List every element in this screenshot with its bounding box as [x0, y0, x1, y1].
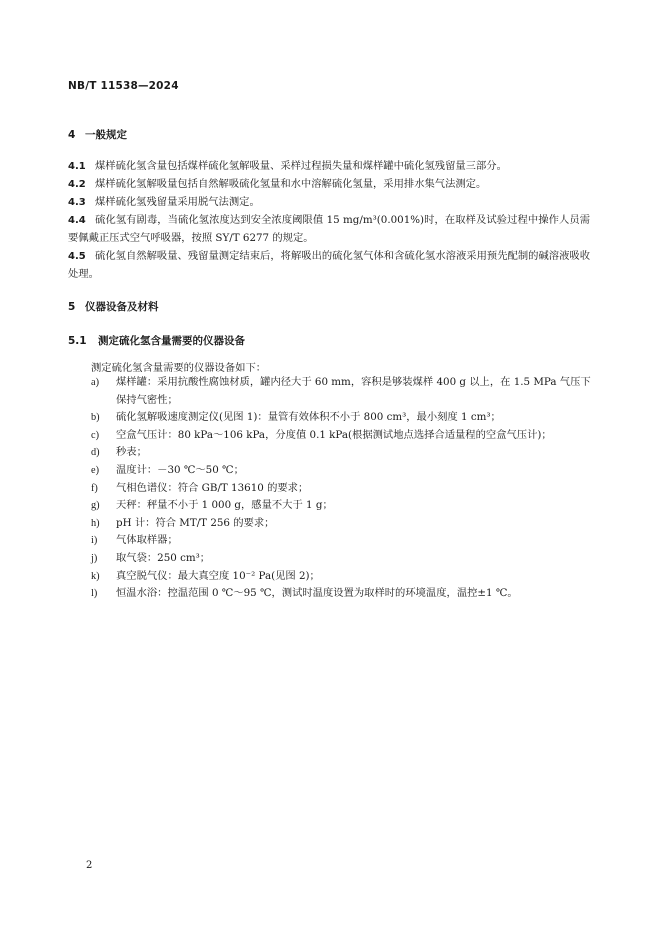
- item-text: 取气袋：250 cm³；: [116, 551, 211, 564]
- item-label: l): [91, 588, 98, 600]
- subsection-5-1-heading: [68, 333, 245, 348]
- item-text: 气体取样器；: [116, 534, 178, 547]
- page-number: 2: [86, 860, 93, 871]
- list-item: [91, 374, 591, 409]
- item-label: j): [91, 552, 98, 564]
- item-label: e): [91, 464, 99, 476]
- list-intro: 测定硫化氢含量需要的仪器设备如下：: [91, 362, 267, 374]
- clause-text: 硫化氢有剧毒，当硫化氢浓度达到安全浓度阈限值 15 mg/m³(0.001%)时，在取样及试验过程中操作人员需要佩戴正压式空气呼吸器，按照 SY/T 6277 的规定。: [68, 214, 590, 244]
- list-item: [91, 515, 591, 533]
- clause-4-3: [68, 194, 590, 212]
- clause-4-4: [68, 212, 590, 247]
- item-label: a): [91, 377, 99, 388]
- clause-4-5: [68, 248, 590, 283]
- clause-number: 4.2: [68, 179, 86, 190]
- item-label: h): [91, 517, 100, 529]
- item-text: 硫化氢解吸速度测定仪(见图 1)：量管有效体积不小于 800 cm³，最小刻度 1 cm³；: [116, 411, 501, 424]
- list-item: [91, 585, 591, 603]
- item-label: f): [91, 482, 98, 494]
- list-item: [91, 550, 591, 568]
- clause-4-2: [68, 176, 590, 194]
- list-item: [91, 444, 591, 462]
- item-text: 真空脱气仪：最大真空度 10⁻² Pa(见图 2)；: [116, 569, 320, 582]
- list-item: [91, 497, 591, 515]
- section-number: 5: [68, 301, 76, 313]
- list-item: [91, 427, 591, 445]
- item-label: c): [91, 429, 99, 441]
- item-text: 秒表；: [116, 446, 147, 459]
- list-item: [91, 462, 591, 480]
- item-label: g): [91, 500, 100, 512]
- list-item: [91, 409, 591, 427]
- section-4-heading: [68, 127, 127, 142]
- item-text: 天秤：秤量不小于 1 000 g，感量不大于 1 g；: [116, 499, 333, 512]
- equipment-list: [91, 374, 591, 603]
- list-item: [91, 532, 591, 550]
- clause-text: 煤样硫化氢解吸量包括自然解吸硫化氢量和水中溶解硫化氢量，采用排水集气法测定。: [95, 178, 487, 190]
- item-text: 煤样罐：采用抗酸性腐蚀材质，罐内径大于 60 mm，容积是够装煤样 400 g 以上，在 1.5 MPa 气压下保持气密性；: [116, 376, 591, 406]
- standard-code-header: NB/T 11538—2024: [68, 80, 179, 92]
- clause-text: 硫化氢自然解吸量、残留量测定结束后，将解吸出的硫化氢气体和含硫化氢水溶液采用预先配制的碱溶液吸收处理。: [68, 250, 590, 280]
- list-item: [91, 480, 591, 498]
- clause-text: 煤样硫化氢含量包括煤样硫化氢解吸量、采样过程损失量和煤样罐中硫化氢残留量三部分。: [95, 160, 507, 172]
- section-number: 4: [68, 129, 76, 141]
- clause-number: 4.5: [68, 251, 86, 262]
- item-text: 温度计：－30 ℃～50 ℃；: [116, 463, 244, 476]
- clause-number: 4.1: [68, 161, 86, 172]
- subsection-number: 5.1: [68, 335, 87, 347]
- section-title: 一般规定: [85, 129, 127, 141]
- clause-4-1: [68, 158, 590, 176]
- item-text: 气相色谱仪：符合 GB/T 13610 的要求；: [116, 481, 309, 494]
- item-text: 恒温水浴：控温范围 0 ℃～95 ℃，测试时温度设置为取样时的环境温度，温控±1 ℃。: [116, 587, 518, 600]
- item-label: k): [91, 570, 100, 582]
- item-label: b): [91, 412, 100, 424]
- clause-number: 4.4: [68, 215, 86, 226]
- subsection-title: 测定硫化氢含量需要的仪器设备: [98, 335, 245, 347]
- section-title: 仪器设备及材料: [85, 301, 159, 313]
- item-label: i): [91, 535, 98, 547]
- clause-text: 煤样硫化氢残留量采用脱气法测定。: [95, 196, 260, 208]
- clause-number: 4.3: [68, 197, 86, 208]
- item-text: 空盒气压计：80 kPa～106 kPa，分度值 0.1 kPa(根据测试地点选择合适量程的空盒气压计)；: [116, 428, 552, 441]
- section-5-heading: [68, 299, 159, 314]
- item-label: d): [91, 447, 100, 459]
- item-text: pH 计：符合 MT/T 256 的要求；: [116, 516, 275, 529]
- list-item: [91, 568, 591, 586]
